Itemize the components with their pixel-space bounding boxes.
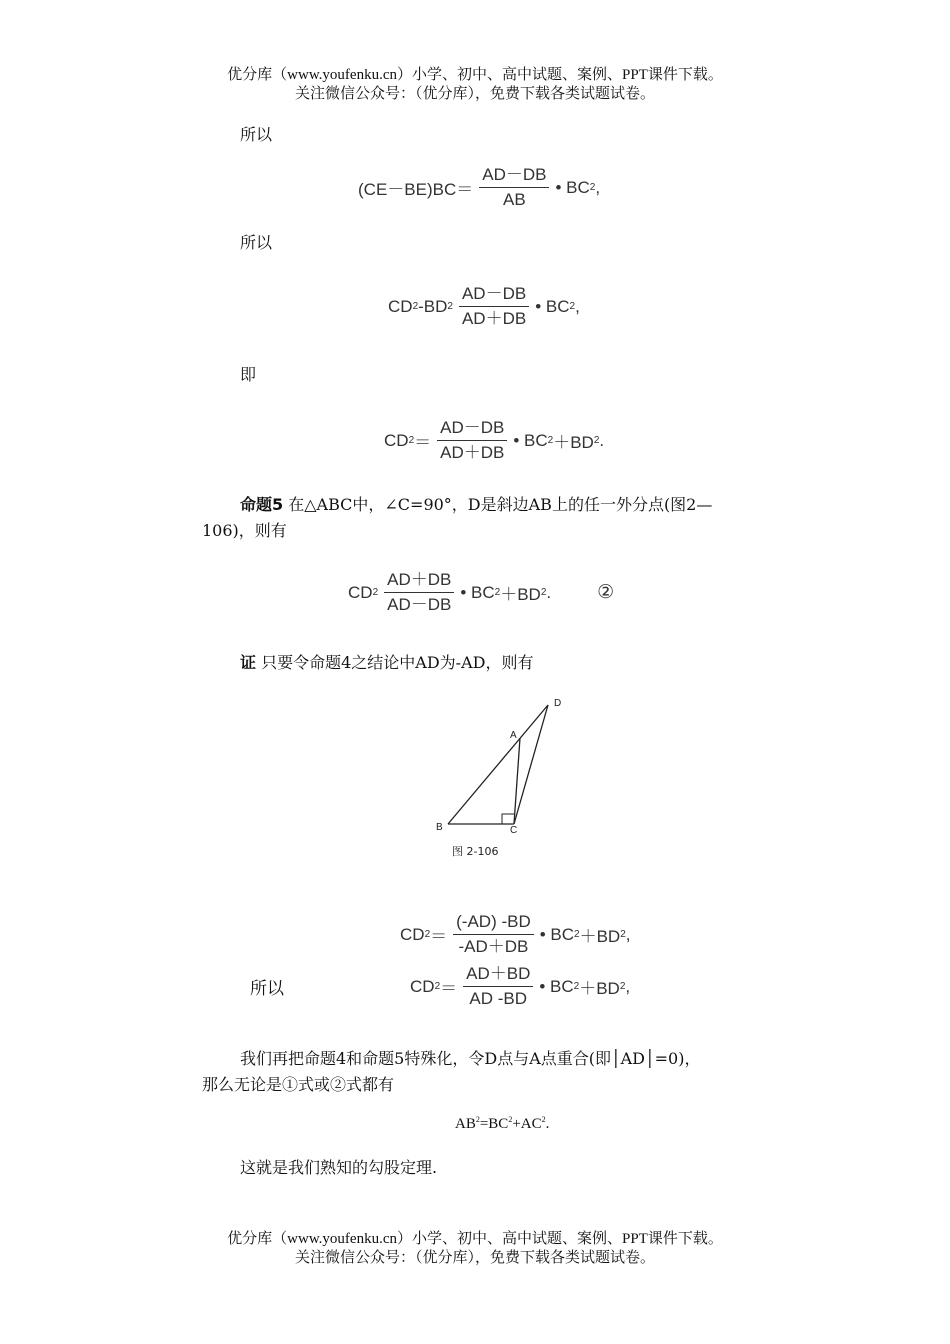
vertex-label-a: A bbox=[510, 730, 517, 741]
right-angle-mark bbox=[502, 814, 514, 824]
eq6-left: CD bbox=[410, 976, 435, 996]
eq4-denominator: AD－DB bbox=[387, 595, 452, 614]
paragraph-suoyi-2: 所以 bbox=[240, 233, 273, 252]
paragraph-ji: 即 bbox=[240, 365, 257, 384]
eq1-fraction bbox=[479, 165, 549, 210]
paragraph-suoyi-3: 所以 bbox=[250, 979, 284, 999]
header-line-2: 关注微信公众号：（优分库），免费下载各类试题试卷。 bbox=[294, 86, 655, 102]
special-case-line-1: 我们再把命题4和命题5特殊化，令D点与A点重合(即│AD│=0)， bbox=[240, 1049, 701, 1068]
vertex-label-c: C bbox=[510, 825, 518, 836]
eq3-fraction bbox=[437, 418, 507, 463]
eq3-denominator: AD＋DB bbox=[440, 443, 505, 462]
eq7-a: AB bbox=[455, 1116, 476, 1132]
eq6-end: , bbox=[625, 976, 631, 996]
proposition-5-label: 命题5 bbox=[240, 495, 284, 514]
equation-1: (CE－BE)BC＝ $\frac{AD-DB}{AB}$ • BC 2 , bbox=[358, 165, 601, 209]
header-line-1: 优分库（www.youfenku.cn）小学、初中、高中试题、案例、PPT课件下载。 bbox=[227, 67, 723, 83]
side-ca bbox=[514, 738, 520, 824]
equation-3: CD 2 ＝ $\frac{AD-DB}{AD+DB}$ • BC 2 ＋BD 2 . bbox=[384, 418, 605, 462]
eq5-fraction bbox=[453, 912, 534, 957]
eq2-right: • BC bbox=[535, 296, 570, 316]
eq7-e2: 2 bbox=[508, 1115, 513, 1124]
eq5-end: , bbox=[625, 924, 631, 944]
vertex-label-d: D bbox=[554, 698, 562, 709]
eq5-left: CD bbox=[400, 924, 425, 944]
special-case-paragraph bbox=[202, 1046, 812, 1098]
equation-4: CD 2 $\frac{AD+DB}{AD-DB}$ • BC 2 ＋BD 2 . ② bbox=[348, 570, 615, 614]
proposition-5 bbox=[202, 492, 802, 544]
eq1-left: (CE－BE)BC＝ bbox=[358, 180, 474, 199]
proof-label: 证 bbox=[240, 653, 257, 672]
eq4-right: • BC bbox=[460, 582, 495, 602]
eq1-end: , bbox=[595, 177, 601, 197]
eq5-right: • BC bbox=[539, 924, 575, 944]
triangle-diagram bbox=[430, 690, 580, 870]
eq5-plus: ＋BD bbox=[579, 927, 621, 946]
eq6-eq: ＝ bbox=[440, 979, 458, 998]
segment-cd bbox=[514, 705, 548, 824]
eq7-e3: 2 bbox=[541, 1115, 546, 1124]
eq1-right: • BC bbox=[555, 177, 590, 197]
eq2-mid: -BD bbox=[418, 296, 448, 316]
figure-caption: 图 2-106 bbox=[452, 845, 499, 858]
eq5-eq: ＝ bbox=[430, 927, 448, 946]
proposition-5-text-2: 106)，则有 bbox=[202, 521, 287, 540]
eq7-e1: 2 bbox=[475, 1115, 480, 1124]
equation-6: CD 2 ＝ $\frac{AD+BD}{AD -BD}$ • BC 2 ＋BD 2 , bbox=[410, 964, 631, 1008]
eq1-numerator: AD－DB bbox=[479, 165, 549, 188]
eq2-end: , bbox=[575, 296, 580, 316]
eq1-denominator: AB bbox=[503, 190, 526, 209]
special-case-line-2: 那么无论是①式或②式都有 bbox=[202, 1075, 395, 1094]
figure-2-106 bbox=[430, 690, 580, 874]
eq7-c: +AC bbox=[512, 1116, 542, 1132]
eq6-right: • BC bbox=[539, 976, 574, 996]
eq6-plus: ＋BD bbox=[579, 979, 620, 998]
eq2-numerator: AD－DB bbox=[459, 284, 529, 307]
eq3-end: . bbox=[599, 430, 605, 450]
page-footer bbox=[0, 1230, 950, 1268]
eq4-plus: ＋BD bbox=[500, 585, 541, 604]
equation-7 bbox=[455, 1116, 549, 1133]
eq4-numerator: AD＋DB bbox=[384, 570, 454, 593]
eq6-fraction bbox=[463, 964, 533, 1009]
page-header bbox=[0, 66, 950, 104]
equation-5: CD 2 ＝ $\frac{(-AD) -BD}{-AD+DB}$ • BC 2 ＋BD 2 , bbox=[400, 912, 631, 956]
eq4-fraction bbox=[384, 570, 454, 615]
proposition-5-text-1: 在△ABC中，∠C=90°，D是斜边AB上的任一外分点(图2— bbox=[283, 495, 713, 514]
eq3-numerator: AD－DB bbox=[437, 418, 507, 441]
eq6-numerator: AD＋BD bbox=[463, 964, 533, 987]
eq3-left: CD bbox=[384, 430, 409, 450]
eq4-end: . bbox=[546, 582, 552, 602]
eq3-right: • BC bbox=[513, 430, 548, 450]
eq2-denominator: AD＋DB bbox=[461, 309, 527, 328]
footer-line-2: 关注微信公众号：（优分库），免费下载各类试题试卷。 bbox=[294, 1250, 655, 1266]
eq7-end: . bbox=[545, 1116, 550, 1132]
eq3-plus: ＋BD bbox=[553, 433, 594, 452]
proof-text: 只要令命题4之结论中AD为-AD，则有 bbox=[256, 653, 534, 672]
eq2-fraction bbox=[459, 284, 529, 329]
line-bd bbox=[448, 705, 548, 824]
conclusion-paragraph: 这就是我们熟知的勾股定理. bbox=[240, 1158, 438, 1177]
paragraph-suoyi-1: 所以 bbox=[240, 125, 273, 144]
equation-number-2: ② bbox=[597, 582, 615, 603]
vertex-label-b: B bbox=[436, 822, 443, 833]
eq3-eq: ＝ bbox=[414, 433, 432, 452]
eq4-left: CD bbox=[348, 582, 373, 602]
eq7-b: =BC bbox=[479, 1116, 509, 1132]
eq6-denominator: AD -BD bbox=[469, 989, 528, 1008]
footer-line-1: 优分库（www.youfenku.cn）小学、初中、高中试题、案例、PPT课件下载。 bbox=[227, 1231, 723, 1247]
equation-2: CD 2 -BD 2 $\frac{AD-DB}{AD+DB}$ • BC 2 , bbox=[388, 284, 580, 328]
eq5-numerator: (-AD) -BD bbox=[453, 912, 534, 935]
proof-paragraph bbox=[240, 650, 533, 676]
eq5-denominator: -AD＋DB bbox=[458, 937, 529, 956]
eq2-left: CD bbox=[388, 296, 413, 316]
